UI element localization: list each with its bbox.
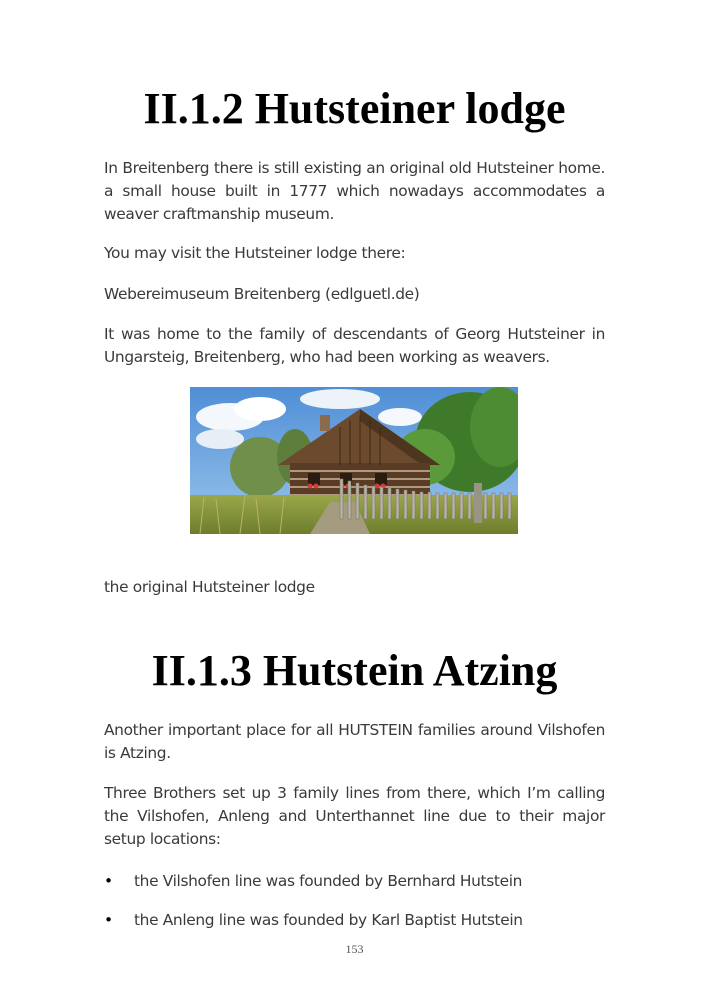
- paragraph-atzing: Another important place for all HUTSTEIN families around Vilshofen is Atzing.: [104, 721, 605, 762]
- paragraph-family-weavers: It was home to the family of descendants of Georg Hutsteiner in Ungarsteig, Breitenberg, who had been working as weavers.: [104, 325, 605, 366]
- paragraph-breitenberg-home: In Breitenberg there is still existing an original old Hutsteiner home. a small house built in 1777 which nowadays accommodates a weaver craftmanship museum.: [104, 159, 605, 223]
- paragraph-three-brothers: Three Brothers set up 3 family lines from there, which I’m calling the Vilshofen, Anleng and Unterthannet line due to their major setup locations:: [104, 784, 605, 848]
- photo-caption: the original Hutsteiner lodge: [104, 578, 315, 596]
- section-heading-hutsteiner-lodge: II.1.2 Hutsteiner lodge: [143, 84, 566, 133]
- bullet-icon: •: [104, 911, 113, 929]
- list-item-text: the Anleng line was founded by Karl Baptist Hutstein: [134, 911, 523, 929]
- lodge-photo: [190, 387, 518, 534]
- paragraph-museum-link: Webereimuseum Breitenberg (edlguetl.de): [104, 285, 420, 303]
- list-item-text: the Vilshofen line was founded by Bernhard Hutstein: [134, 872, 523, 890]
- section-heading-hutstein-atzing: II.1.3 Hutstein Atzing: [151, 646, 558, 695]
- page-number: 153: [345, 942, 364, 956]
- paragraph-visit-lodge: You may visit the Hutsteiner lodge there:: [104, 244, 406, 262]
- bullet-icon: •: [104, 872, 113, 890]
